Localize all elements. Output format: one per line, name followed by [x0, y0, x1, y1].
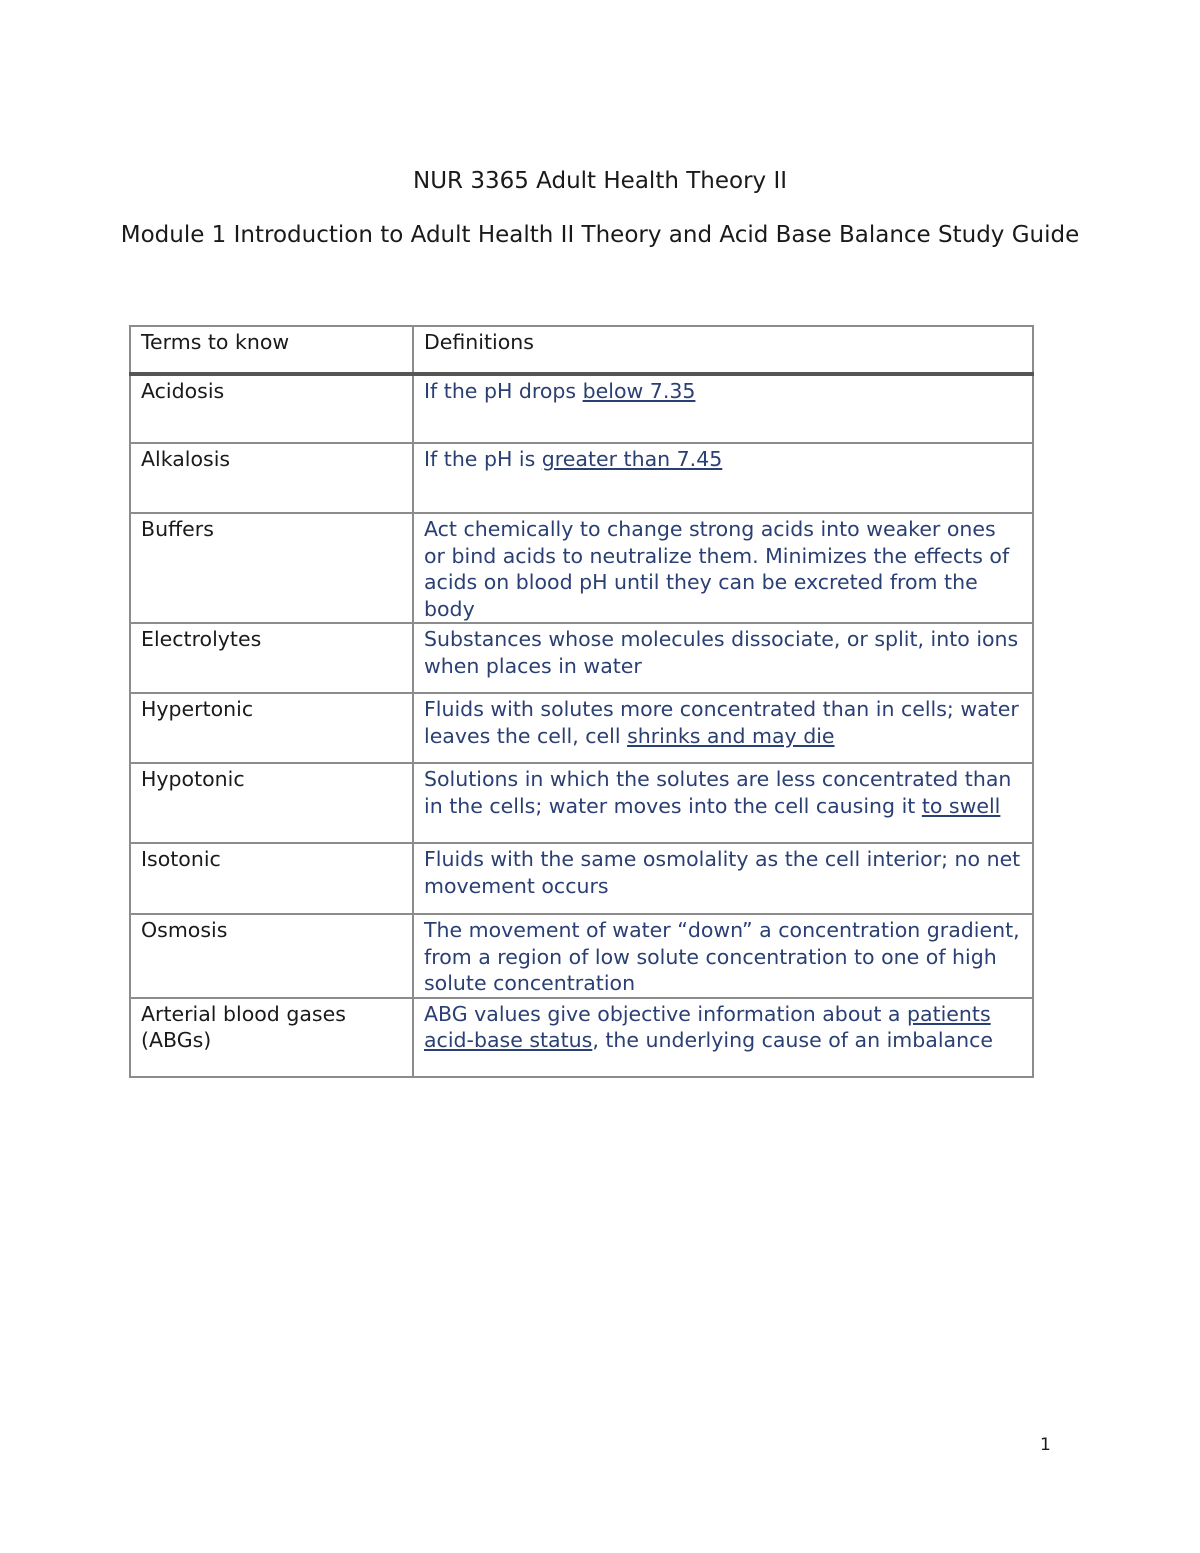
- page-number: 1: [1040, 1435, 1051, 1455]
- term-cell: Alkalosis: [130, 443, 413, 513]
- definition-underlined-text: to swell: [921, 793, 1001, 818]
- definition-cell: [413, 513, 1033, 623]
- header-definitions: Definitions: [413, 326, 1033, 374]
- terms-table: [129, 325, 1034, 1078]
- term-cell: Osmosis: [130, 914, 413, 998]
- document-title: NUR 3365 Adult Health Theory II: [412, 168, 788, 194]
- definition-cell: [413, 374, 1033, 443]
- table-row: [130, 623, 1033, 693]
- definition-text: If the pH drops: [424, 379, 583, 403]
- definition-underlined-text: below 7.35: [582, 379, 696, 403]
- definition-underlined-text: greater than 7.45: [541, 447, 723, 471]
- table-row: [130, 374, 1033, 443]
- term-cell: Isotonic: [130, 843, 413, 914]
- definition-cell: [413, 763, 1033, 843]
- definition-text: Fluids with the same osmolality as the cell interior; no net movement occurs: [424, 847, 1021, 898]
- table-row: [130, 763, 1033, 843]
- term-cell: Electrolytes: [130, 623, 413, 693]
- table-row: [130, 443, 1033, 513]
- definition-cell: [413, 443, 1033, 513]
- definition-underlined-text: shrinks and may die: [627, 723, 835, 748]
- table-header-row: [130, 326, 1033, 374]
- table-row: [130, 513, 1033, 623]
- definition-text: Solutions in which the solutes are less concentrated than in the cells; water moves into the cell causing it: [424, 767, 1012, 818]
- definition-text: If the pH is: [424, 447, 542, 471]
- definition-text: Act chemically to change strong acids into weaker ones or bind acids to neutralize them. Minimizes the effects of acids on blood pH until they can be excreted from the body: [424, 517, 1010, 621]
- header-terms: Terms to know: [130, 326, 413, 374]
- definition-cell: [413, 914, 1033, 998]
- term-cell: Buffers: [130, 513, 413, 623]
- term-cell: Arterial blood gases (ABGs): [130, 998, 413, 1077]
- document-subtitle: Module 1 Introduction to Adult Health II Theory and Acid Base Balance Study Guide: [120, 222, 1080, 248]
- table-row: [130, 693, 1033, 763]
- definition-cell: [413, 623, 1033, 693]
- definition-cell: [413, 998, 1033, 1077]
- definition-text: , the underlying cause of an imbalance: [592, 1028, 993, 1052]
- table-row: [130, 998, 1033, 1077]
- definition-cell: [413, 843, 1033, 914]
- term-cell: Hypertonic: [130, 693, 413, 763]
- definition-text: The movement of water “down” a concentration gradient, from a region of low solute concentration to one of high solute concentration: [424, 918, 1020, 995]
- definition-underlined-text: patients acid-base status: [424, 1001, 991, 1052]
- table-row: [130, 843, 1033, 914]
- definition-cell: [413, 693, 1033, 763]
- definition-text: ABG values give objective information about a: [424, 1001, 907, 1026]
- term-cell: Hypotonic: [130, 763, 413, 843]
- definition-text: Fluids with solutes more concentrated than in cells; water leaves the cell, cell: [424, 697, 1019, 748]
- definition-text: Substances whose molecules dissociate, or split, into ions when places in water: [424, 627, 1019, 678]
- table-row: [130, 914, 1033, 998]
- term-cell: Acidosis: [130, 374, 413, 443]
